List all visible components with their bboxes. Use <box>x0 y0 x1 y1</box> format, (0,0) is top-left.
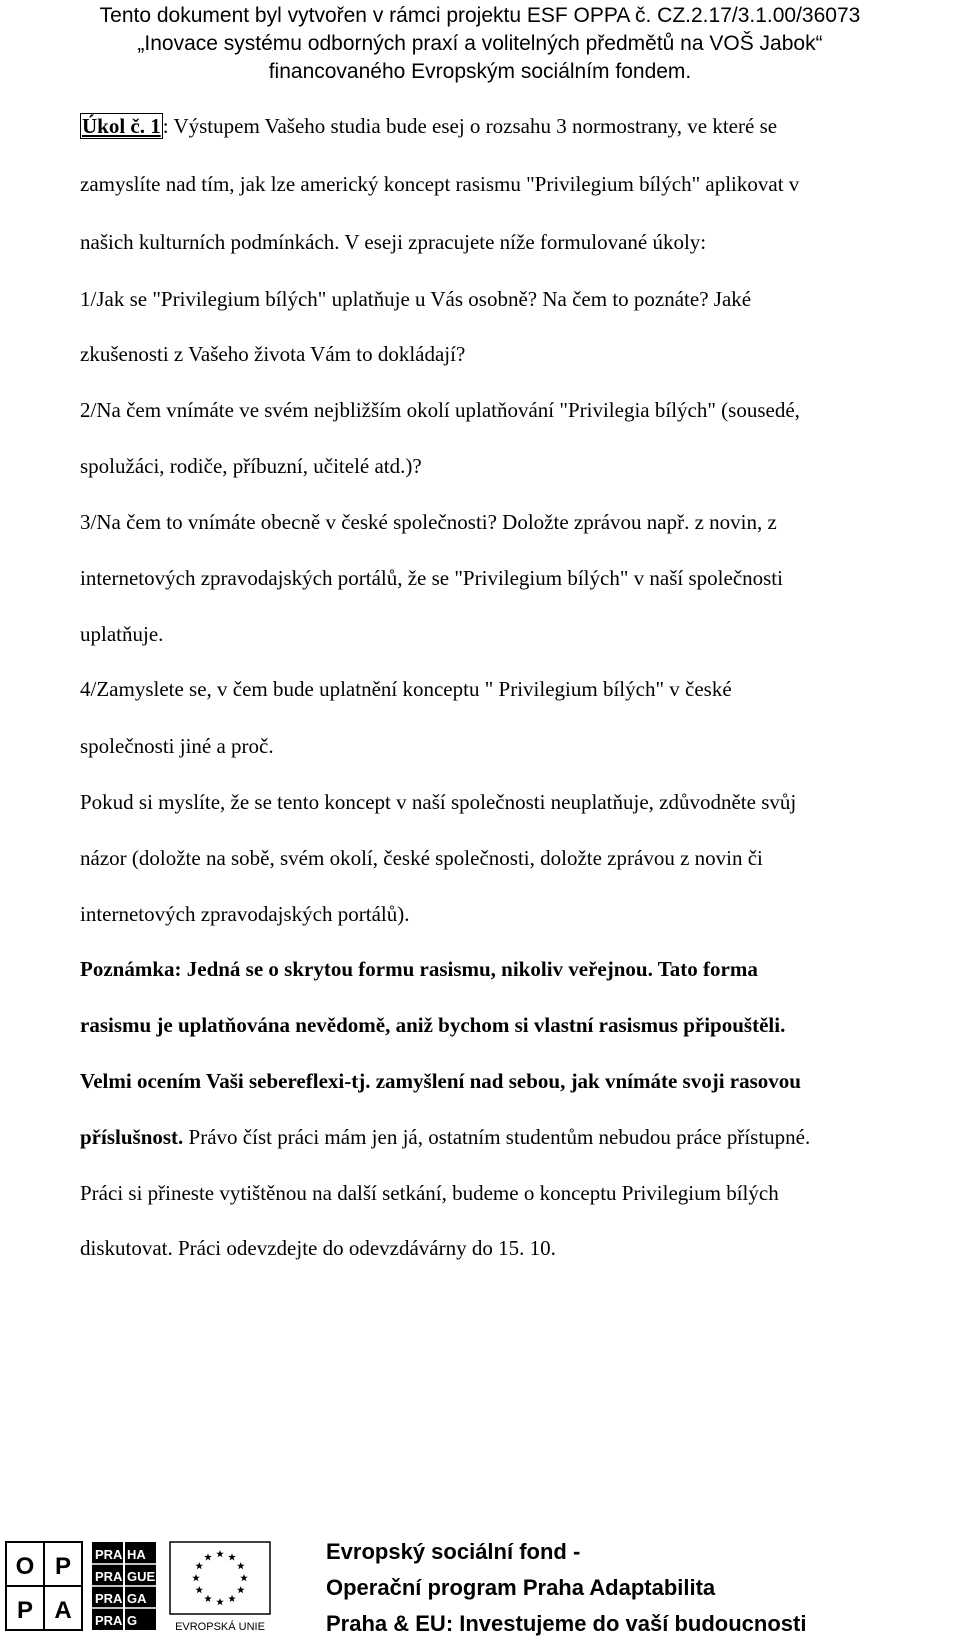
closing-line-1: Práci si přineste vytištěnou na další setkání, budeme o konceptu Privilegium bílých <box>80 1181 779 1205</box>
svg-text:PRA: PRA <box>95 1547 123 1562</box>
closing-line-2: diskutovat. Práci odevzdejte do odevzdávárny do 15. 10. <box>80 1236 556 1260</box>
document-header <box>0 2 960 86</box>
task-line-2: zamyslíte nad tím, jak lze americký koncept rasismu "Privilegium bílých" aplikovat v <box>80 172 800 196</box>
task-label: Úkol č. 1 <box>82 114 161 138</box>
question-3-line-1: 3/Na čem to vnímáte obecně v české společnosti? Doložte zprávou např. z novin, z <box>80 510 777 534</box>
svg-text:GA: GA <box>127 1591 147 1606</box>
question-4-line-2: společnosti jiné a proč. <box>80 734 274 758</box>
svg-text:PRA: PRA <box>95 1569 123 1584</box>
question-2-line-2: spolužáci, rodiče, příbuzní, učitelé atd.)? <box>80 454 422 478</box>
note-line-4 <box>80 1125 810 1150</box>
oppa-logo <box>6 1542 82 1630</box>
footer-line-3: Praha & EU: Investujeme do vaší budoucnosti <box>326 1611 807 1636</box>
eu-flag-logo <box>170 1542 270 1633</box>
footer-text <box>326 1534 806 1642</box>
praha-logo <box>92 1542 156 1630</box>
footer-line-2: Operační program Praha Adaptabilita <box>326 1575 716 1600</box>
question-3-line-2: internetových zpravodajských portálů, že se "Privilegium bílých" v naší společnosti <box>80 566 783 590</box>
alternative-line-1: Pokud si myslíte, že se tento koncept v naší společnosti neuplatňuje, zdůvodněte svůj <box>80 790 797 814</box>
question-1-line-2: zkušenosti z Vašeho života Vám to dokládají? <box>80 342 466 366</box>
note-bold-word: příslušnost. <box>80 1125 184 1149</box>
question-1-line-1: 1/Jak se "Privilegium bílých" uplatňuje u Vás osobně? Na čem to poznáte? Jaké <box>80 287 752 311</box>
task-line-3: našich kulturních podmínkách. V eseji zpracujete níže formulované úkoly: <box>80 230 707 254</box>
note-line-2: rasismu je uplatňována nevědomě, aniž bychom si vlastní rasismus připouštěli. <box>80 1013 786 1037</box>
svg-text:HA: HA <box>127 1547 146 1562</box>
alternative-line-2: názor (doložte na sobě, svém okolí, české společnosti, doložte zprávou z novin či <box>80 846 763 870</box>
header-line-2: „Inovace systému odborných praxí a volitelných předmětů na VOŠ Jabok“ <box>137 32 823 55</box>
svg-text:PRA: PRA <box>95 1613 123 1628</box>
footer-logos <box>0 1540 300 1636</box>
svg-text:A: A <box>54 1597 72 1624</box>
header-line-3: financovaného Evropským sociálním fondem. <box>268 60 692 83</box>
note-line-1: Poznámka: Jedná se o skrytou formu rasismu, nikoliv veřejnou. Tato forma <box>80 957 758 981</box>
note-line-3: Velmi ocením Vaši sebereflexi-tj. zamyšlení nad sebou, jak vnímáte svoji rasovou <box>80 1069 801 1093</box>
eu-label: EVROPSKÁ UNIE <box>175 1621 265 1633</box>
svg-text:P: P <box>54 1553 72 1580</box>
svg-text:PRA: PRA <box>95 1591 123 1606</box>
alternative-line-3: internetových zpravodajských portálů). <box>80 902 410 926</box>
footer-line-1: Evropský sociální fond - <box>326 1539 581 1564</box>
question-4-line-1: 4/Zamyslete se, v čem bude uplatnění konceptu " Privilegium bílých" v české <box>80 677 732 701</box>
header-line-1: Tento dokument byl vytvořen v rámci projektu ESF OPPA č. CZ.2.17/3.1.00/36073 <box>99 4 861 27</box>
task-line-1: Úkol č. 1: Výstupem Vašeho studia bude esej o rozsahu 3 normostrany, ve které se <box>82 114 778 138</box>
question-2-line-1: 2/Na čem vnímáte ve svém nejbližším okolí uplatňování "Privilegia bílých" (sousedé, <box>80 398 800 422</box>
svg-text:P: P <box>16 1597 34 1624</box>
svg-text:GUE: GUE <box>127 1569 156 1584</box>
svg-text:O: O <box>15 1553 35 1580</box>
question-3-line-3: uplatňuje. <box>80 622 164 646</box>
svg-text:G: G <box>127 1613 138 1628</box>
note-rest: Právo číst práci mám jen já, ostatním studentům nebudou práce přístupné. <box>183 1125 811 1149</box>
